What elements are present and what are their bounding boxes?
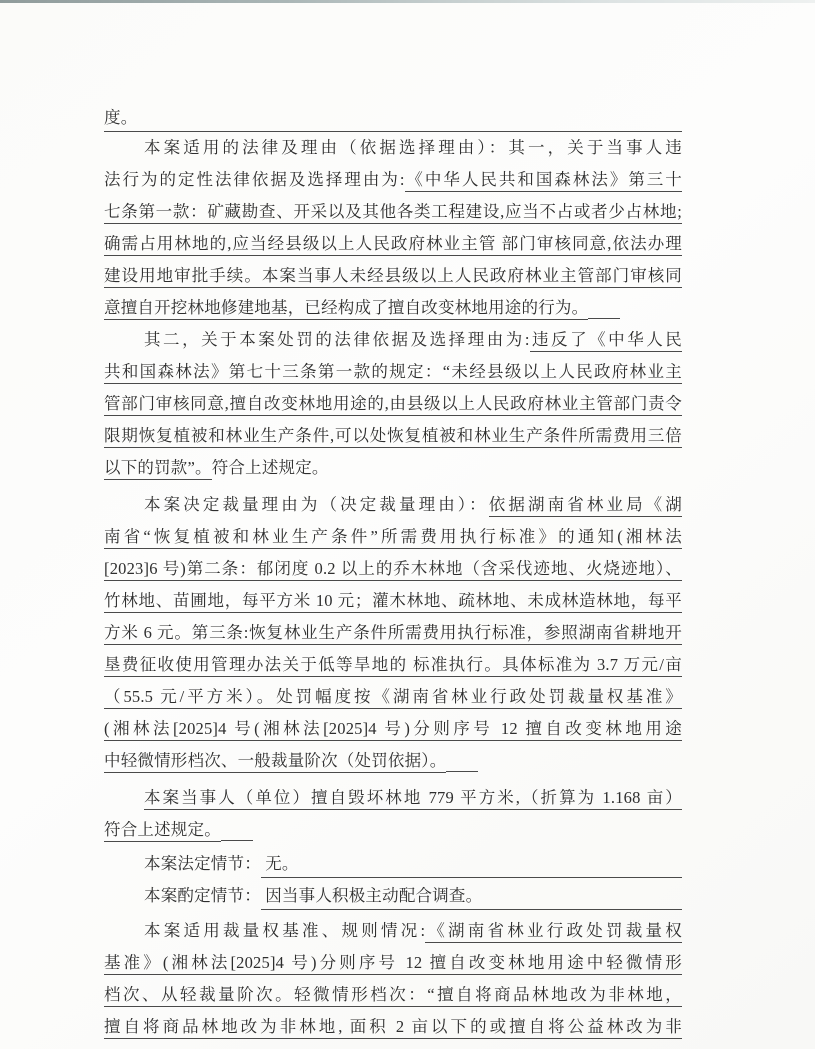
underlined-text-run: 中轻微情形档次、一般裁量阶次（处罚依据）。 (104, 751, 446, 773)
underlined-text-run: 竹林地、苗圃地，每平方米 10 元；灌木林地、疏林地、未成林造林地，每平 (104, 591, 682, 613)
underlined-text-run: （55.5 元/平方米）。处罚幅度按《湖南省林业行政处罚裁量权基准》 (104, 687, 682, 709)
underlined-text-run: 违反了《中华人民 (530, 330, 682, 352)
underlined-text-run: 无。 (261, 850, 299, 878)
text-run: 本案决定裁量理由为（决定裁量理由）： (144, 495, 489, 514)
underlined-text-run: 擅自将商品林地改为非林地, 面积 2 亩以下的或擅自将公益林改为非 (104, 1017, 682, 1039)
text-line (104, 681, 682, 713)
text-run: 法行为的定性法律依据及选择理由为: (104, 170, 405, 189)
underlined-text-run: 意擅自开挖林地修建地基，已经构成了擅自改变林地用途的行为。 (104, 298, 588, 320)
text-line (104, 553, 682, 585)
underlined-text-run: 垦费征收使用管理办法关于低等旱地的 标准执行。具体标准为 3.7 万元/亩 (104, 655, 682, 677)
underlined-text-run: 依据湖南省林业局《湖 (489, 495, 682, 517)
text-line (104, 915, 682, 947)
text-line (104, 782, 682, 814)
text-line (104, 947, 682, 979)
text-run: 本案适用的法律及理由（依据选择理由）：其一，关于当事人违 (144, 138, 682, 157)
underline-tail (588, 318, 620, 319)
underlined-text-run: 档次、从轻裁量阶次。轻微情形档次：“擅自将商品林地改为非林地， (104, 985, 682, 1007)
text-run: 其二，关于本案处罚的法律依据及选择理由为: (144, 330, 530, 349)
underlined-text-run: 限期恢复植被和林业生产条件,可以处恢复植被和林业生产条件所需费用三倍 (104, 426, 682, 448)
document-body (104, 100, 682, 1043)
underlined-text-run: 建设用地审批手续。本案当事人未经县级以上人民政府林业主管部门审核同 (104, 266, 682, 288)
underlined-text-run: 本案当事人（单位）擅自毁坏林地 779 平方米,（折算为 1.168 亩） (144, 788, 682, 810)
underlined-text-run: 管部门审核同意,擅自改变林地用途的,由县级以上人民政府林业主管部门责令 (104, 394, 682, 416)
text-line (104, 324, 682, 356)
underlined-text-run: 符合上述规定。 (104, 820, 221, 842)
text-line (104, 356, 682, 388)
text-line (104, 164, 682, 196)
scan-edge-artifact (0, 0, 815, 3)
underline-tail (221, 840, 253, 841)
underlined-text-run: 方米 6 元。第三条:恢复林业生产条件所需费用执行标准，参照湖南省耕地开 (104, 623, 682, 645)
underlined-text-run: (湘林法[2025]4 号(湘林法[2025]4 号)分则序号 12 擅自改变林地用途 (104, 719, 682, 741)
text-line (104, 420, 682, 452)
underlined-text-run: 确需占用林地的,应当经县级以上人民政府林业主管 部门审核同意,依法办理 (104, 234, 682, 256)
text-line (104, 585, 682, 617)
text-line (104, 745, 682, 777)
text-line (104, 846, 682, 878)
text-run: 本案适用裁量权基准、规则情况: (144, 921, 426, 940)
text-run: 本案法定情节： (144, 854, 261, 873)
underlined-text-run: 基准》(湘林法[2025]4 号)分则序号 12 擅自改变林地用途中轻微情形 (104, 953, 682, 975)
text-line (104, 292, 682, 324)
underlined-text-run: 度。 (104, 104, 137, 132)
text-line (104, 388, 682, 420)
text-line (104, 100, 682, 132)
underlined-text-run: 以下的罚款”。 (104, 458, 212, 480)
underline-filler (299, 850, 682, 878)
text-line (104, 649, 682, 681)
text-line (104, 521, 682, 553)
text-run: 符合上述规定。 (211, 458, 329, 477)
text-line (104, 979, 682, 1011)
underlined-text-run: 因当事人积极主动配合调查。 (261, 882, 482, 910)
underlined-text-run: 共和国森林法》第七十三条第一款的规定：“未经县级以上人民政府林业主 (104, 362, 682, 384)
text-line (104, 132, 682, 164)
text-line (104, 260, 682, 292)
underline-tail (446, 771, 478, 772)
underline-filler (137, 104, 682, 132)
text-line (104, 1011, 682, 1043)
text-run: 本案酌定情节： (144, 886, 261, 905)
underlined-text-run: 七条第一款：矿藏勘查、开采以及其他各类工程建设,应当不占或者少占林地; (104, 202, 682, 224)
underlined-text-run: 《中华人民共和国森林法》第三十 (405, 170, 682, 192)
underlined-text-run: [2023]6 号)第二条：郁闭度 0.2 以上的乔木林地（含采伐迹地、火烧迹地）、 (104, 559, 682, 581)
text-line (104, 196, 682, 228)
text-line (104, 489, 682, 521)
text-line (104, 878, 682, 910)
underlined-text-run: 南省“恢复植被和林业生产条件”所需费用执行标准》的通知(湘林法 (104, 527, 682, 549)
text-line (104, 228, 682, 260)
text-line (104, 617, 682, 649)
underline-filler (482, 882, 682, 910)
text-line (104, 713, 682, 745)
underlined-text-run: 《湖南省林业行政处罚裁量权 (425, 921, 682, 943)
text-line (104, 814, 682, 846)
text-line (104, 452, 682, 484)
